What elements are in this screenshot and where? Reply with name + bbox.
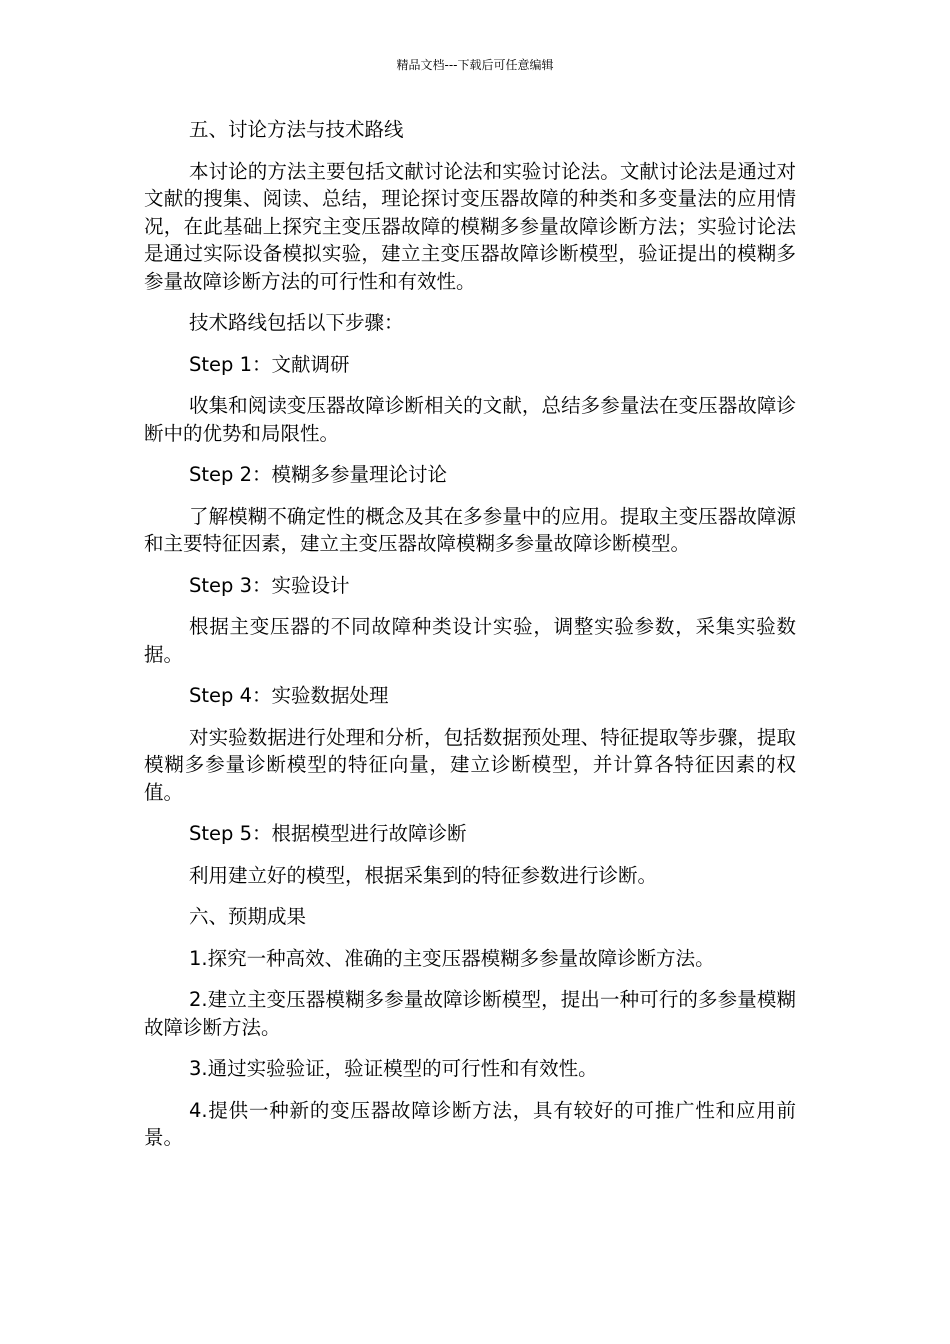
page-header: 精品文档---下载后可任意编辑 bbox=[396, 58, 554, 72]
step-3-heading: Step 3：实验设计 bbox=[189, 573, 350, 597]
step-2-heading: Step 2：模糊多参量理论讨论 bbox=[189, 463, 448, 486]
step-2-text: 了解模糊不确定性的概念及其在多参量中的应用。提取主变压器故障源和主要特征因素，建立主变压器故障模糊多参量故障诊断模型。 bbox=[144, 504, 796, 555]
result-item-4: 4.提供一种新的变压器故障诊断方法，具有较好的可推广性和应用前景。 bbox=[144, 1098, 796, 1149]
paragraph-route-intro: 技术路线包括以下步骤： bbox=[189, 311, 404, 334]
section-heading-methods: 五、讨论方法与技术路线 bbox=[189, 118, 404, 141]
step-5-heading: Step 5：根据模型进行故障诊断 bbox=[189, 822, 467, 845]
document-body bbox=[144, 116, 796, 1166]
section-heading-results: 六、预期成果 bbox=[189, 905, 307, 928]
result-item-3: 3.通过实验验证，验证模型的可行性和有效性。 bbox=[189, 1057, 598, 1080]
step-3-text: 根据主变压器的不同故障种类设计实验，调整实验参数，采集实验数据。 bbox=[144, 615, 796, 666]
step-1-heading: Step 1：文献调研 bbox=[189, 352, 350, 376]
paragraph-methods: 本讨论的方法主要包括文献讨论法和实验讨论法。文献讨论法是通过对文献的搜集、阅读、总结，理论探讨变压器故障的种类和多变量法的应用情况，在此基础上探究主变压器故障的模糊多参量故障诊断方法；实验讨论法是通过实际设备模拟实验，建立主变压器故障诊断模型，验证提出的模糊多参量故障诊断方法的可行性和有效性。 bbox=[144, 159, 796, 293]
step-5-text: 利用建立好的模型，根据采集到的特征参数进行诊断。 bbox=[189, 863, 658, 887]
result-item-1: 1.探究一种高效、准确的主变压器模糊多参量故障诊断方法。 bbox=[189, 946, 715, 970]
step-1-text: 收集和阅读变压器故障诊断相关的文献，总结多参量法在变压器故障诊断中的优势和局限性。 bbox=[144, 394, 796, 445]
step-4-text: 对实验数据进行处理和分析，包括数据预处理、特征提取等步骤，提取模糊多参量诊断模型的特征向量，建立诊断模型，并计算各特征因素的权值。 bbox=[144, 725, 796, 804]
step-4-heading: Step 4：实验数据处理 bbox=[189, 684, 389, 707]
result-item-2: 2.建立主变压器模糊多参量故障诊断模型，提出一种可行的多参量模糊故障诊断方法。 bbox=[144, 988, 796, 1039]
